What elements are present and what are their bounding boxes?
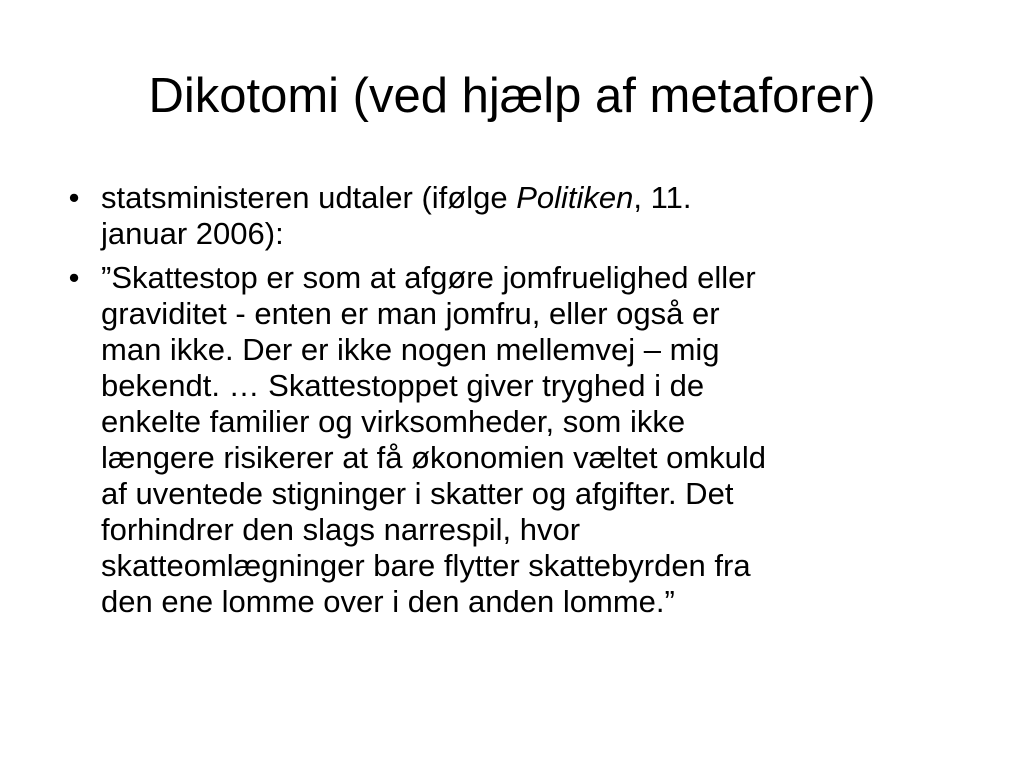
- quote-line: man ikke. Der er ikke nogen mellemvej – mig: [101, 332, 720, 367]
- quote-line: forhindrer den slags narrespil, hvor: [101, 512, 581, 547]
- slide-title: Dikotomi (ved hjælp af metaforer): [148, 69, 876, 123]
- quote-line: skatteomlægninger bare flytter skattebyrden fra: [101, 548, 751, 583]
- quote-line: graviditet - enten er man jomfru, eller også er: [101, 296, 720, 331]
- quote-line: den ene lomme over i den anden lomme.”: [101, 584, 675, 619]
- quote-line: bekendt. … Skattestoppet giver tryghed i de: [101, 368, 705, 403]
- bullet-line: januar 2006):: [101, 216, 284, 251]
- quote-line: enkelte familier og virksomheder, som ikke: [101, 404, 686, 439]
- quote-line: ”Skattestop er som at afgøre jomfruelighed eller: [101, 260, 756, 295]
- bullet-item: [64, 180, 964, 252]
- bullet-icon: •: [68, 260, 80, 295]
- bullet-text: statsministeren udtaler (ifølge: [101, 180, 517, 215]
- bullet-icon: •: [68, 180, 80, 215]
- bullet-text: , 11.: [633, 180, 692, 215]
- quote-line: af uventede stigninger i skatter og afgifter. Det: [101, 476, 734, 511]
- quote-line: længere risikerer at få økonomien væltet omkuld: [101, 440, 767, 475]
- bullet-line: [101, 180, 964, 216]
- bullet-item: [64, 260, 964, 620]
- bullet-list: [64, 180, 964, 628]
- newspaper-name: Politiken: [516, 180, 634, 215]
